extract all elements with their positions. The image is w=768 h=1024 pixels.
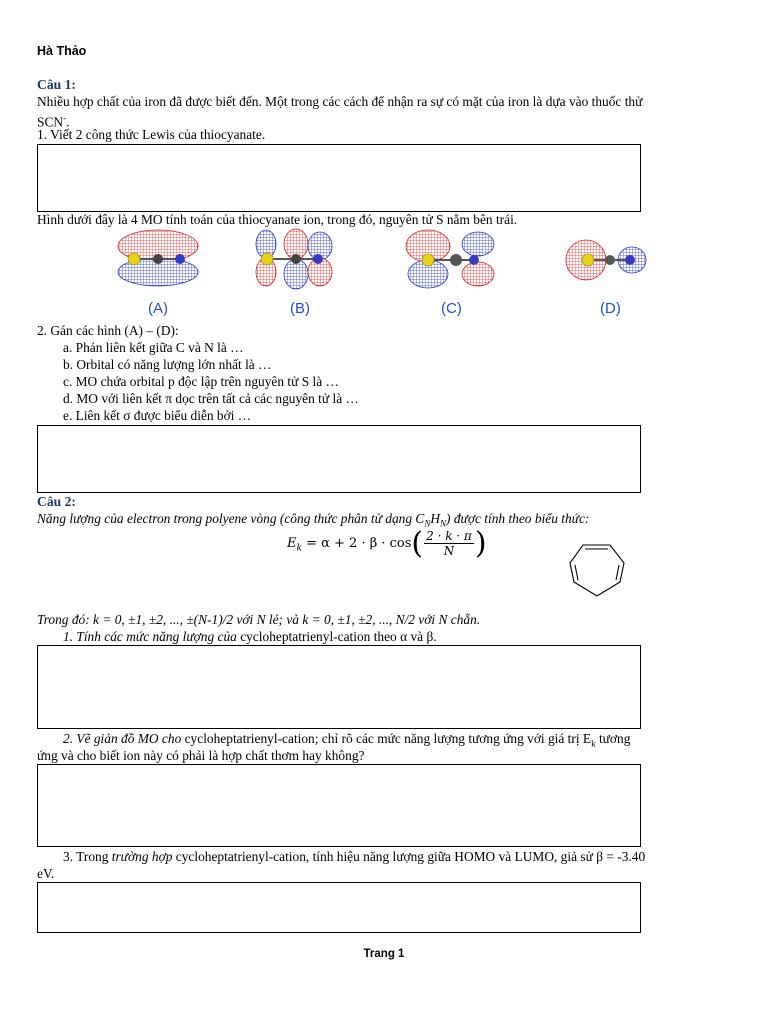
- q1-item-d: d. MO với liên kết π dọc trên tất cả các nguyên tử là …: [63, 391, 359, 406]
- energy-formula: $E_k = \alpha + 2 \cdot \beta \cdot \cos$( $\frac{2 \cdot k \cdot \pi}{N}$ ): [287, 526, 487, 561]
- q2-task3: 3. Trong trường hợp cycloheptatrienyl-cation, tính hiệu năng lượng giữa HOMO và LUMO, giả sử β = -3.40: [63, 849, 646, 864]
- answer-box-q1-1[interactable]: [37, 144, 641, 212]
- q1-intro-line2: SCN-.: [37, 113, 70, 130]
- q1-task2: 2. Gán các hình (A) – (D):: [37, 323, 179, 338]
- q2-condition: Trong đó: k = 0, ±1, ±2, ..., ±(N-1)/2 với N lẻ; và k = 0, ±1, ±2, ..., N/2 với N chẵn.: [37, 612, 481, 627]
- q1-task1: 1. Viết 2 công thức Lewis của thiocyanate.: [37, 127, 266, 142]
- answer-box-q2-1[interactable]: [37, 645, 641, 729]
- q1-intro-line1: Nhiều hợp chất của iron đã được biết đến. Một trong các cách để nhận ra sự có mặt của iron là dựa vào thuốc thử: [37, 94, 643, 109]
- mo-d-figure: [566, 240, 646, 280]
- q2-task2: 2. Vẽ giản đồ MO cho cycloheptatrienyl-cation; chỉ rõ các mức năng lượng tương ứng với giá trị $E_k$ tương: [63, 731, 631, 749]
- cycloheptatriene-structure: [562, 540, 632, 602]
- mo-intro: Hình dưới đây là 4 MO tính toán của thiocyanate ion, trong đó, nguyên tử S nằm bên trái.: [37, 212, 518, 227]
- mo-label-c: (C): [441, 300, 462, 317]
- mo-label-b: (B): [290, 300, 310, 317]
- mo-a-figure: [118, 230, 198, 286]
- author-name: Hà Thảo: [37, 44, 87, 58]
- q1-item-a: a. Phản liên kết giữa C và N là …: [63, 340, 244, 355]
- q1-item-b: b. Orbital có năng lượng lớn nhất là …: [63, 357, 272, 372]
- mo-figures: [110, 228, 650, 296]
- q2-task1: 1. Tính các mức năng lượng của cycloheptatrienyl-cation theo α và β.: [63, 629, 437, 644]
- q2-task3-line2: eV.: [37, 866, 55, 881]
- mo-c-figure: [406, 230, 494, 288]
- mo-label-d: (D): [600, 300, 621, 317]
- question-2-heading: Câu 2:: [37, 494, 76, 509]
- question-1-heading: Câu 1:: [37, 77, 76, 92]
- q1-item-c: c. MO chứa orbital p độc lập trên nguyên tử S là …: [63, 374, 339, 389]
- q2-task2-line2: ứng và cho biết ion này có phải là hợp chất thơm hay không?: [37, 748, 365, 763]
- answer-box-q1-2[interactable]: [37, 425, 641, 493]
- mo-b-figure: [256, 229, 332, 289]
- answer-box-q2-3[interactable]: [37, 882, 641, 933]
- page-number: Trang 1: [363, 948, 405, 960]
- q2-intro: Năng lượng của electron trong polyene vòng (công thức phân tử dạng $C_NH_N$) được tính theo biểu thức:: [37, 511, 590, 529]
- mo-label-a: (A): [148, 300, 168, 317]
- q1-item-e: e. Liên kết σ được biểu diễn bởi …: [63, 408, 252, 423]
- answer-box-q2-2[interactable]: [37, 764, 641, 847]
